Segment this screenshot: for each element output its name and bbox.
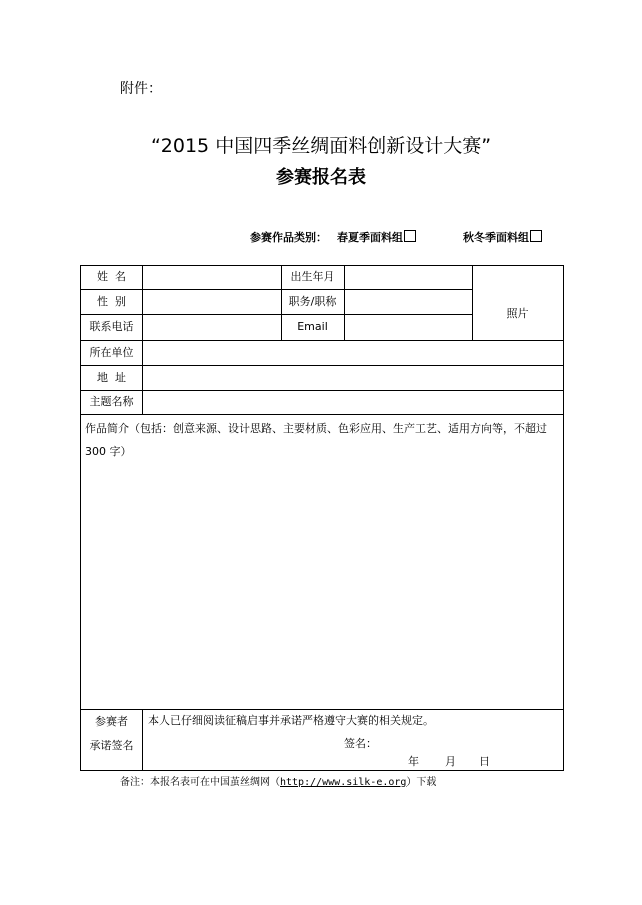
- work-intro-label: 作品简介（包括：创意来源、设计思路、主要材质、色彩应用、生产工艺、适用方向等，不超过 300 字）: [85, 422, 547, 458]
- date-month-label: 月: [445, 755, 456, 768]
- footer-note: [120, 773, 436, 788]
- footer-note-prefix: 备注：本报名表可在中国茧丝绸网（: [120, 777, 280, 788]
- attachment-label: 附件：: [120, 81, 162, 97]
- phone-label: 联系电话: [89, 320, 134, 333]
- email-field[interactable]: [345, 315, 471, 340]
- row-divider: [81, 709, 563, 710]
- pledge-text: 本人已仔细阅读征稿启事并承诺严格遵守大赛的相关规定。: [148, 714, 434, 727]
- category-label: 参赛作品类别：: [250, 231, 327, 244]
- category-option-spring-summer-label: 春夏季面料组: [337, 231, 403, 244]
- page-subtitle: 参赛报名表: [276, 167, 366, 188]
- phone-field[interactable]: [143, 315, 280, 340]
- position-field[interactable]: [345, 290, 471, 314]
- name-label: 姓 名: [97, 270, 126, 283]
- photo-field[interactable]: [473, 266, 563, 340]
- column-divider: [142, 709, 143, 770]
- spring-summer-checkbox[interactable]: [404, 230, 416, 242]
- row-divider: [81, 414, 563, 415]
- signature-field[interactable]: [381, 732, 551, 750]
- page-title: “2015 中国四季丝绸面料创新设计大赛”: [150, 135, 492, 157]
- gender-label: 性 别: [97, 295, 126, 308]
- category-option-autumn-winter: [463, 229, 542, 245]
- photo-label: 照片: [506, 307, 529, 320]
- date-year-label: 年: [408, 755, 419, 768]
- signature-label: 签名：: [344, 737, 377, 750]
- pledge-signature-label: 承诺签名: [89, 739, 134, 752]
- autumn-winter-checkbox[interactable]: [530, 230, 542, 242]
- email-label: Email: [297, 320, 328, 333]
- theme-name-label: 主题名称: [89, 395, 134, 408]
- work-intro-field[interactable]: [81, 462, 563, 708]
- birth-date-field[interactable]: [345, 266, 471, 289]
- birth-date-label: 出生年月: [290, 270, 335, 283]
- address-field[interactable]: [143, 366, 563, 390]
- category-option-autumn-winter-label: 秋冬季面料组: [463, 231, 529, 244]
- address-label: 地 址: [97, 371, 126, 384]
- position-label: 职务/职称: [288, 295, 337, 308]
- registration-form-table: [80, 265, 564, 771]
- date-day-label: 日: [479, 755, 490, 768]
- work-unit-field[interactable]: [143, 341, 563, 365]
- theme-name-field[interactable]: [143, 391, 563, 414]
- gender-field[interactable]: [143, 290, 280, 314]
- participant-label: 参赛者: [95, 715, 128, 728]
- category-option-spring-summer: [337, 229, 416, 245]
- name-field[interactable]: [143, 266, 280, 289]
- footer-note-suffix: ）下载: [406, 777, 437, 788]
- download-link[interactable]: http://www.silk-e.org: [280, 777, 407, 788]
- work-unit-label: 所在单位: [89, 346, 134, 359]
